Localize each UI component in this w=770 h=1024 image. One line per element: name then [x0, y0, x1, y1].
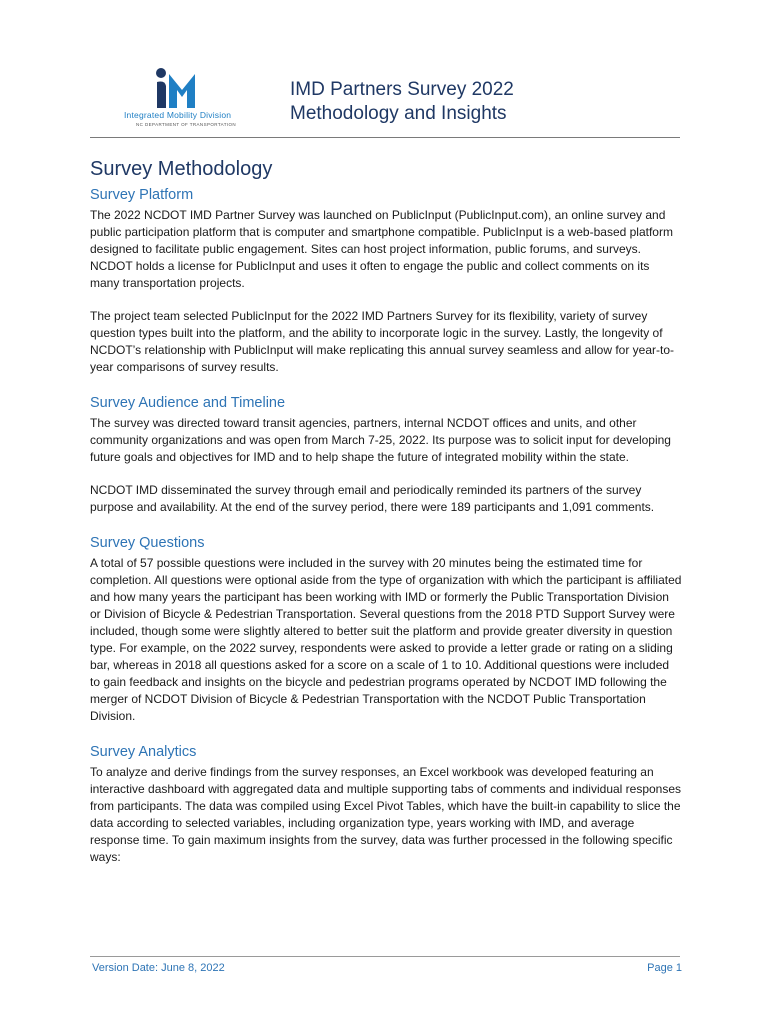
paragraph: To analyze and derive findings from the survey responses, an Excel workbook was developed featuring an interactive dashboard with aggregated data and multiple supporting tabs of comments and individual responses from participants. The data was compiled using Excel Pivot Tables, which have the built-in capability to slice the data according to selected variables, including organization type, years working with IMD, and average response time. To gain maximum insights from the survey, data was further processed in the following specific ways: [90, 765, 682, 864]
paragraph: NCDOT IMD disseminated the survey through email and periodically reminded its partners of the survey purpose and availability. At the end of the survey period, there were 189 participants and 1,091 comments. [90, 483, 655, 514]
document-title [290, 78, 514, 126]
footer-version-date: Version Date: June 8, 2022 [92, 962, 225, 974]
section-heading-survey-methodology: Survey Methodology [90, 158, 273, 180]
page-header [90, 66, 680, 138]
paragraph: A total of 57 possible questions were included in the survey with 20 minutes being the estimated time for completion. All questions were optional aside from the type of organization with which the participant is affiliated and how many years the participant has been working with IMD or formerly the Public Transportation Division or Division of Bicycle & Pedestrian Transportation. Several questions from the 2018 PTD Support Survey were included, though some were slightly altered to better suit the platform and provide greater diversity in question type. For example, on the 2022 survey, respondents were asked to provide a letter grade or rating on a sliding bar, whereas in 2018 all questions asked for a score on a scale of 1 to 10. Additional questions were included to gain feedback and insights on the bicycle and pedestrian programs operated by NCDOT IMD following the merger of NCDOT Division of Bicycle & Pedestrian Transportation with the NCDOT Public Transportation Division. [90, 556, 682, 723]
title-line-2: Methodology and Insights [290, 103, 507, 124]
subheading-survey-analytics: Survey Analytics [90, 744, 197, 760]
header-divider [90, 137, 680, 138]
logo-name: Integrated Mobility Division [124, 110, 232, 120]
logo-subtext: NC DEPARTMENT OF TRANSPORTATION [136, 122, 237, 127]
imd-logo-mark-icon [152, 66, 216, 110]
subheading-survey-audience-timeline: Survey Audience and Timeline [90, 395, 286, 411]
paragraph: The project team selected PublicInput for the 2022 IMD Partners Survey for its flexibility, variety of survey question types built into the platform, and the ability to incorporate logic in the survey. Lastly, the longevity of NCDOT’s relationship with PublicInput will make replicating this annual survey seamless and allow for year-to-year comparisons of survey results. [90, 309, 675, 374]
title-line-1: IMD Partners Survey 2022 [290, 79, 514, 100]
footer-divider [90, 956, 680, 957]
subheading-survey-platform: Survey Platform [90, 187, 194, 203]
imd-logo [124, 66, 264, 132]
footer-page-number: Page 1 [647, 962, 682, 974]
paragraph: The survey was directed toward transit agencies, partners, internal NCDOT offices and units, and other community organizations and was open from March 7-25, 2022. Its purpose was to solicit input for developing future goals and objectives for IMD and to help shape the future of integrated mobility within the state. [90, 416, 671, 464]
main-content [90, 156, 682, 866]
paragraph: The 2022 NCDOT IMD Partner Survey was launched on PublicInput (PublicInput.com), an online survey and public participation platform that is computer and smartphone compatible. PublicInput is a web-based platform designed to facilitate public engagement. Sites can host project information, public forums, and surveys. NCDOT holds a license for PublicInput and uses it often to engage the public and collect comments on its many transportation projects. [90, 208, 673, 290]
subheading-survey-questions: Survey Questions [90, 535, 205, 551]
